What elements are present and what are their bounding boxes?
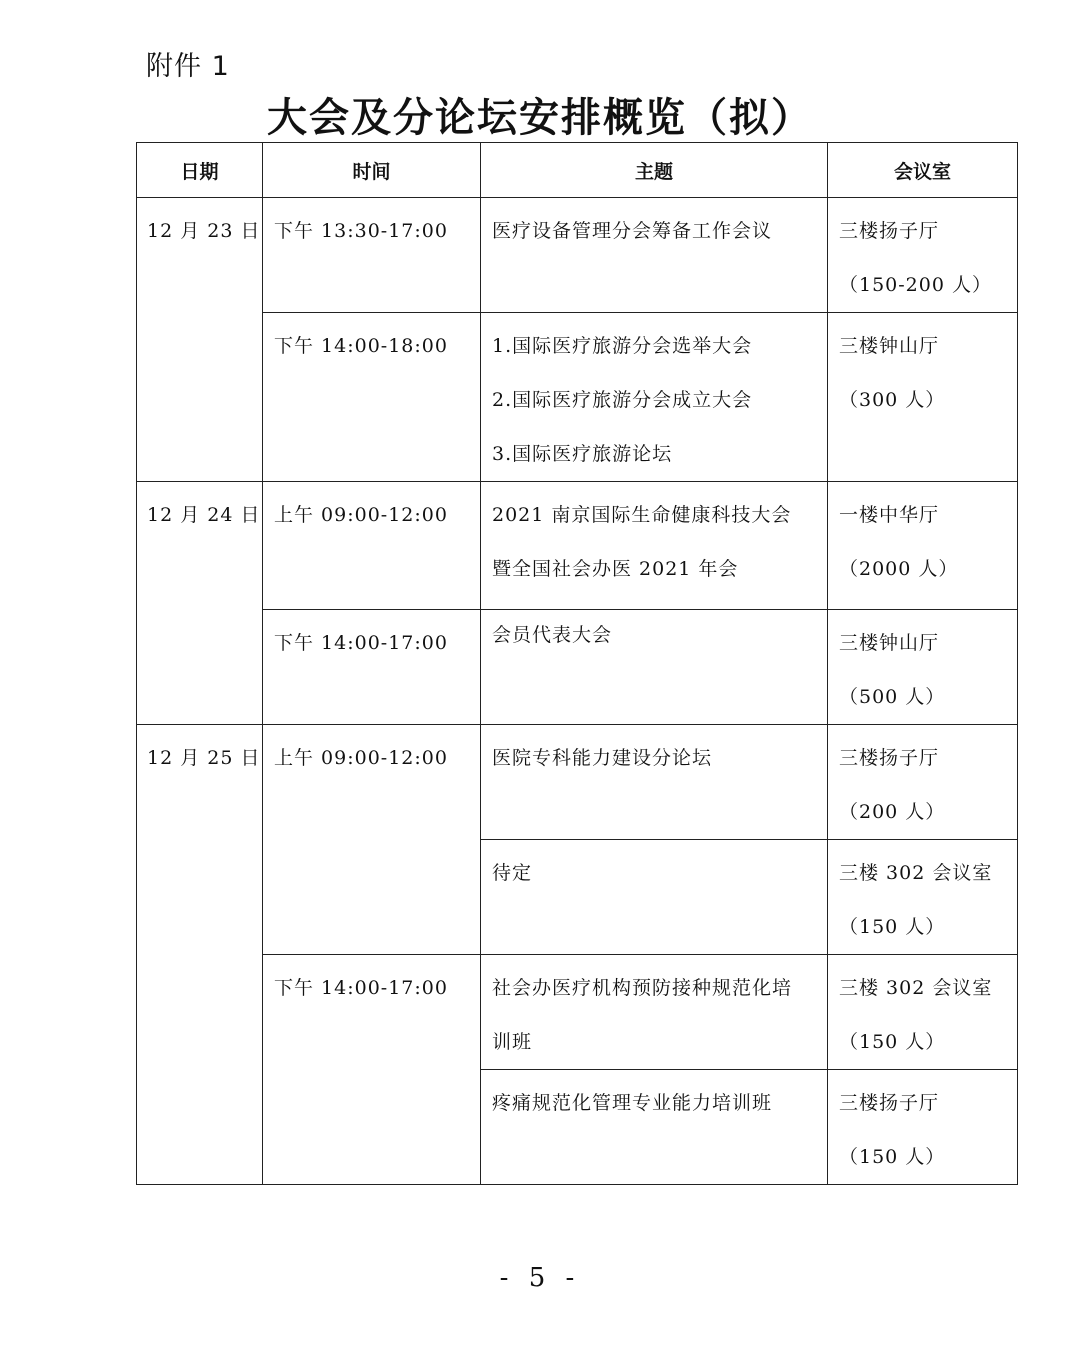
table-row (137, 610, 1018, 725)
room-cell (828, 198, 1018, 313)
header-topic: 主题 (481, 143, 828, 198)
room-capacity: （500 人） (839, 686, 946, 708)
topic-line: 1.国际医疗旅游分会选举大会 (492, 335, 753, 357)
topic-cell (481, 1070, 828, 1185)
topic-line: 3.国际医疗旅游论坛 (492, 443, 673, 465)
room-cell (828, 955, 1018, 1070)
header-room: 会议室 (828, 143, 1018, 198)
time-cell (263, 610, 481, 725)
room-capacity: （2000 人） (839, 558, 959, 580)
page-title: 大会及分论坛安排概览（拟） (267, 95, 813, 141)
topic-line: 医疗设备管理分会筹备工作会议 (492, 220, 773, 242)
topic-cell (481, 313, 828, 482)
room-cell (828, 840, 1018, 955)
topic-line: 疼痛规范化管理专业能力培训班 (492, 1092, 773, 1114)
topic-line: 暨全国社会办医 2021 年会 (492, 558, 739, 580)
room-name: 三楼扬子厅 (839, 747, 940, 769)
room-capacity: （150 人） (839, 1146, 946, 1168)
time-text: 下午 14:00-17:00 (274, 632, 448, 654)
room-name: 一楼中华厅 (839, 504, 940, 526)
topic-line: 医院专科能力建设分论坛 (492, 747, 713, 769)
page-number: - 5 - (499, 1263, 581, 1293)
topic-line: 2021 南京国际生命健康科技大会 (492, 504, 792, 526)
topic-line: 2.国际医疗旅游分会成立大会 (492, 389, 753, 411)
room-name: 三楼扬子厅 (839, 220, 940, 242)
table-row (137, 482, 1018, 610)
header-date: 日期 (137, 143, 263, 198)
date-text: 12 月 25 日 (147, 747, 261, 769)
topic-line: 会员代表大会 (492, 624, 613, 646)
schedule-table (136, 142, 1018, 1185)
room-cell (828, 725, 1018, 840)
room-cell (828, 313, 1018, 482)
time-cell (263, 955, 481, 1185)
attachment-label: 附件 1 (146, 51, 230, 82)
table-row (137, 955, 1018, 1070)
date-cell (137, 198, 263, 482)
time-text: 下午 14:00-17:00 (274, 977, 448, 999)
room-name: 三楼 302 会议室 (839, 862, 993, 884)
topic-line: 社会办医疗机构预防接种规范化培 (492, 977, 793, 999)
room-capacity: （200 人） (839, 801, 946, 823)
time-cell (263, 198, 481, 313)
room-capacity: （150 人） (839, 1031, 946, 1053)
time-cell (263, 313, 481, 482)
date-text: 12 月 24 日 (147, 504, 261, 526)
topic-cell (481, 725, 828, 840)
room-cell (828, 482, 1018, 610)
room-name: 三楼钟山厅 (839, 335, 940, 357)
time-text: 上午 09:00-12:00 (274, 747, 448, 769)
time-text: 下午 14:00-18:00 (274, 335, 448, 357)
room-cell (828, 1070, 1018, 1185)
date-cell (137, 482, 263, 725)
time-cell (263, 725, 481, 955)
time-cell (263, 482, 481, 610)
topic-line: 待定 (492, 862, 533, 884)
room-name: 三楼钟山厅 (839, 632, 940, 654)
date-cell (137, 725, 263, 1185)
table-row (137, 198, 1018, 313)
topic-cell (481, 610, 828, 725)
room-capacity: （150-200 人） (839, 274, 992, 296)
topic-line: 训班 (492, 1031, 533, 1053)
time-text: 上午 09:00-12:00 (274, 504, 448, 526)
room-cell (828, 610, 1018, 725)
room-name: 三楼 302 会议室 (839, 977, 993, 999)
room-capacity: （150 人） (839, 916, 946, 938)
time-text: 下午 13:30-17:00 (274, 220, 448, 242)
header-time: 时间 (263, 143, 481, 198)
topic-cell (481, 840, 828, 955)
topic-cell (481, 955, 828, 1070)
room-name: 三楼扬子厅 (839, 1092, 940, 1114)
date-text: 12 月 23 日 (147, 220, 261, 242)
topic-cell (481, 198, 828, 313)
room-capacity: （300 人） (839, 389, 946, 411)
table-row (137, 725, 1018, 840)
table-row (137, 313, 1018, 482)
